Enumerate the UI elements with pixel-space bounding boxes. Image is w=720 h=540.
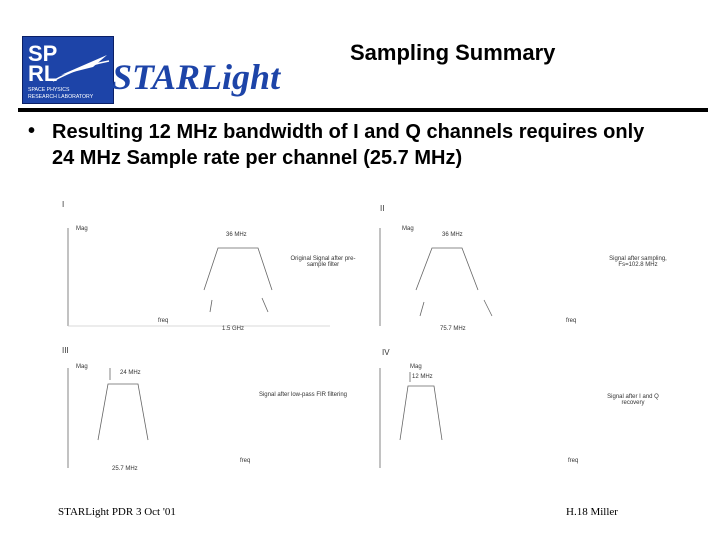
logo-letters-top: SP: [28, 41, 58, 66]
p1-peak-label: 36 MHz: [226, 232, 247, 238]
p3-peak-label: 24 MHz: [120, 370, 141, 376]
p1-ylabel: Mag: [76, 226, 88, 232]
p2-peak-label: 36 MHz: [442, 232, 463, 238]
logo-letters-bottom: RL: [28, 61, 58, 86]
p1-note: Original Signal after pre-sample filter: [290, 256, 356, 268]
slide-title: Sampling Summary: [350, 40, 556, 65]
bullet-dot: •: [28, 120, 36, 142]
p3-roman: III: [62, 346, 69, 355]
p4-note: Signal after I and Q recovery: [607, 394, 659, 406]
p2-spectrum: [416, 248, 478, 290]
starlight-wordmark: STARLight: [112, 57, 281, 97]
bullet-text: Resulting 12 MHz bandwidth of I and Q channels requires only 24 MHz Sample rate per channel (25.7 MHz): [52, 121, 645, 169]
p4-ylabel: Mag: [410, 364, 422, 370]
p3-xlabel: freq: [240, 458, 251, 464]
p2-x-tick: 75.7 MHz: [440, 326, 466, 332]
p3-ylabel: Mag: [76, 364, 88, 370]
p2-xlabel: freq: [566, 318, 577, 324]
footer-right: H.18 Miller: [566, 506, 618, 518]
p1-xlabel: freq: [158, 318, 169, 324]
logo-subtext-1: SPACE PHYSICS: [28, 87, 70, 93]
p1-roman: I: [62, 200, 65, 209]
p1-x-tick: 1.5 GHz: [222, 326, 245, 332]
p1-spectrum: [204, 248, 272, 290]
p4-peak-label: 12 MHz: [412, 374, 433, 380]
p2-roman: II: [380, 204, 385, 213]
p3-spectrum: [98, 384, 148, 440]
p2-ylabel: Mag: [402, 226, 414, 232]
p3-note: Signal after low-pass FIR filtering: [258, 392, 348, 398]
footer-left: STARLight PDR 3 Oct '01: [58, 506, 176, 518]
p3-x-tick: 25.7 MHz: [112, 466, 138, 472]
p2-note: Signal after sampling, Fs=102.8 MHz: [609, 256, 667, 268]
p4-xlabel: freq: [568, 458, 579, 464]
p4-roman: IV: [382, 348, 390, 357]
logo-subtext-2: RESEARCH LABORATORY: [28, 94, 94, 100]
p4-spectrum: [400, 386, 442, 440]
